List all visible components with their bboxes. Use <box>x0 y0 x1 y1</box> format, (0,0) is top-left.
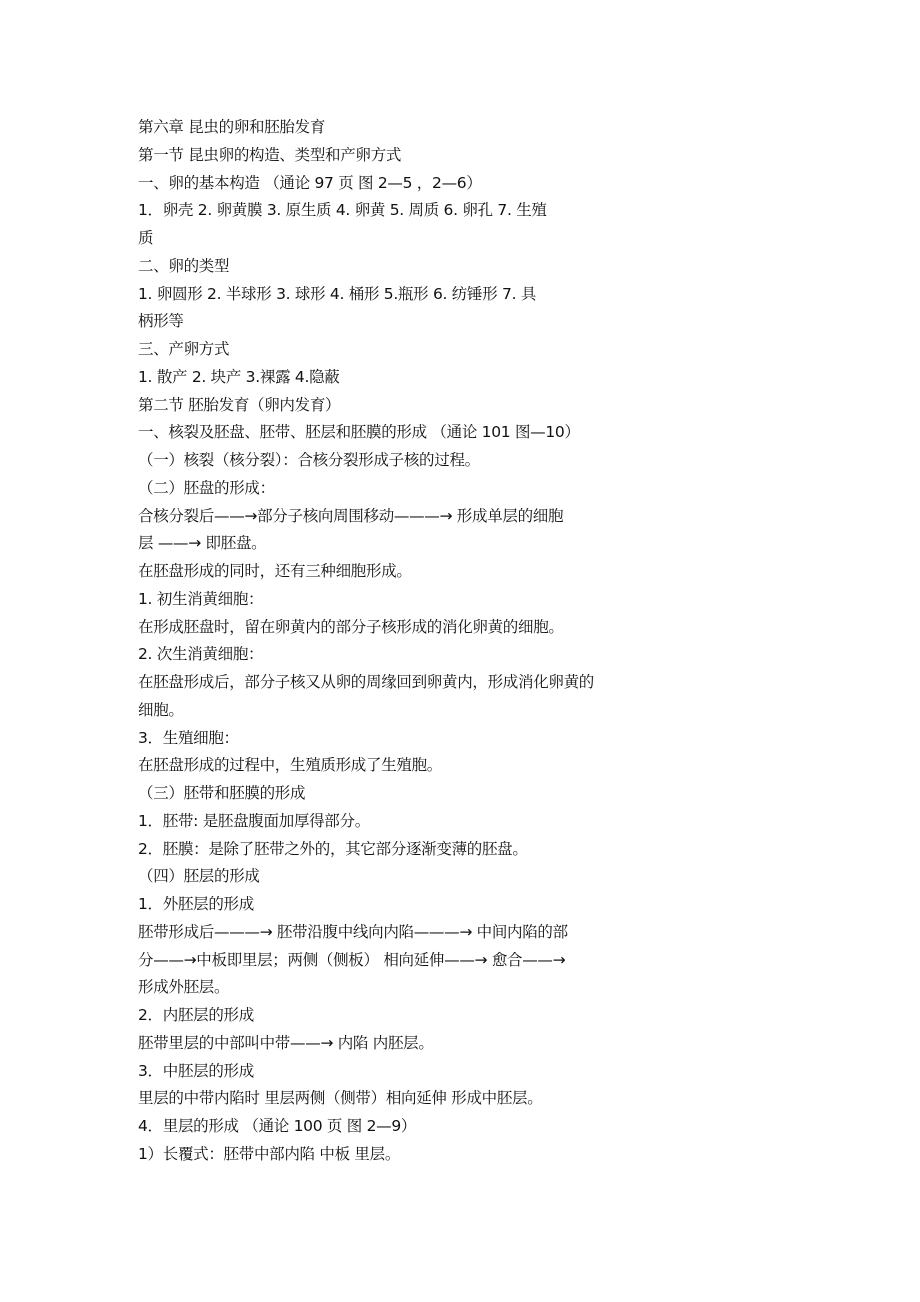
text-line: 在胚盘形成后，部分子核又从卵的周缘回到卵黄内，形成消化卵黄的 <box>138 673 595 691</box>
text-line: 1. 卵圆形 2. 半球形 3. 球形 4. 桶形 5.瓶形 6. 纺锤形 7. 具 <box>138 284 537 303</box>
text-line: 2. 次生消黄细胞： <box>138 645 264 664</box>
text-line: 三、产卵方式 <box>138 340 230 358</box>
text-line: 1. 初生消黄细胞： <box>138 589 264 608</box>
text-line: 柄形等 <box>138 312 184 331</box>
text-line: 1．胚带: 是胚盘腹面加厚得部分。 <box>138 811 370 830</box>
text-line: 一、卵的基本构造 （通论 97 页 图 2—5 ，2—6） <box>138 173 482 192</box>
text-line: 1．外胚层的形成 <box>138 895 254 913</box>
text-line: 第一节 昆虫卵的构造、类型和产卵方式 <box>138 145 402 164</box>
text-line: 里层的中带内陷时 里层两侧（侧带）相向延伸 形成中胚层。 <box>138 1089 543 1108</box>
text-line: 层 ——→ 即胚盘。 <box>138 534 267 553</box>
text-line: 3．生殖细胞： <box>138 728 239 747</box>
text-line: 一、核裂及胚盘、胚带、胚层和胚膜的形成 （通论 101 图—10） <box>138 423 580 442</box>
text-line: 分——→中板即里层；两侧（侧板） 相向延伸——→ 愈合——→ <box>138 950 566 969</box>
text-line: 质 <box>138 229 154 247</box>
text-line: 第二节 胚胎发育（卵内发育） <box>138 395 341 414</box>
text-line: 合核分裂后——→部分子核向周围移动———→ 形成单层的细胞 <box>138 506 564 525</box>
text-line: 在胚盘形成的过程中，生殖质形成了生殖胞。 <box>138 756 443 775</box>
text-line: 在形成胚盘时，留在卵黄内的部分子核形成的消化卵黄的细胞。 <box>138 617 564 636</box>
text-line: 2．内胚层的形成 <box>138 1006 254 1024</box>
text-line: 1. 散产 2. 块产 3.裸露 4.隐蔽 <box>138 367 340 386</box>
text-line: 形成外胚层。 <box>138 978 230 997</box>
text-line: 二、卵的类型 <box>138 256 230 275</box>
text-line: 2．胚膜：是除了胚带之外的，其它部分逐渐变薄的胚盘。 <box>138 839 528 858</box>
document-body <box>138 114 594 1169</box>
text-line: （一）核裂（核分裂）：合核分裂形成子核的过程。 <box>138 451 480 469</box>
text-line: 细胞。 <box>138 700 184 719</box>
text-line: 3．中胚层的形成 <box>138 1061 254 1080</box>
text-line: 1）长覆式：胚带中部内陷 中板 里层。 <box>138 1144 401 1163</box>
text-line: 胚带形成后———→ 胚带沿腹中线向内陷———→ 中间内陷的部 <box>138 922 568 941</box>
text-line: 胚带里层的中部叫中带——→ 内陷 内胚层。 <box>138 1033 434 1052</box>
text-line: 4．里层的形成 （通论 100 页 图 2—9） <box>138 1117 417 1135</box>
text-line: 在胚盘形成的同时，还有三种细胞形成。 <box>138 562 412 580</box>
text-line: （三）胚带和胚膜的形成 <box>138 784 306 802</box>
text-line: （四）胚层的形成 <box>138 867 260 886</box>
text-line: 第六章 昆虫的卵和胚胎发育 <box>138 118 326 136</box>
text-line: 1．卵壳 2. 卵黄膜 3. 原生质 4. 卵黄 5. 周质 6. 卵孔 7. 生殖 <box>138 201 547 220</box>
text-line: （二）胚盘的形成： <box>138 478 275 497</box>
